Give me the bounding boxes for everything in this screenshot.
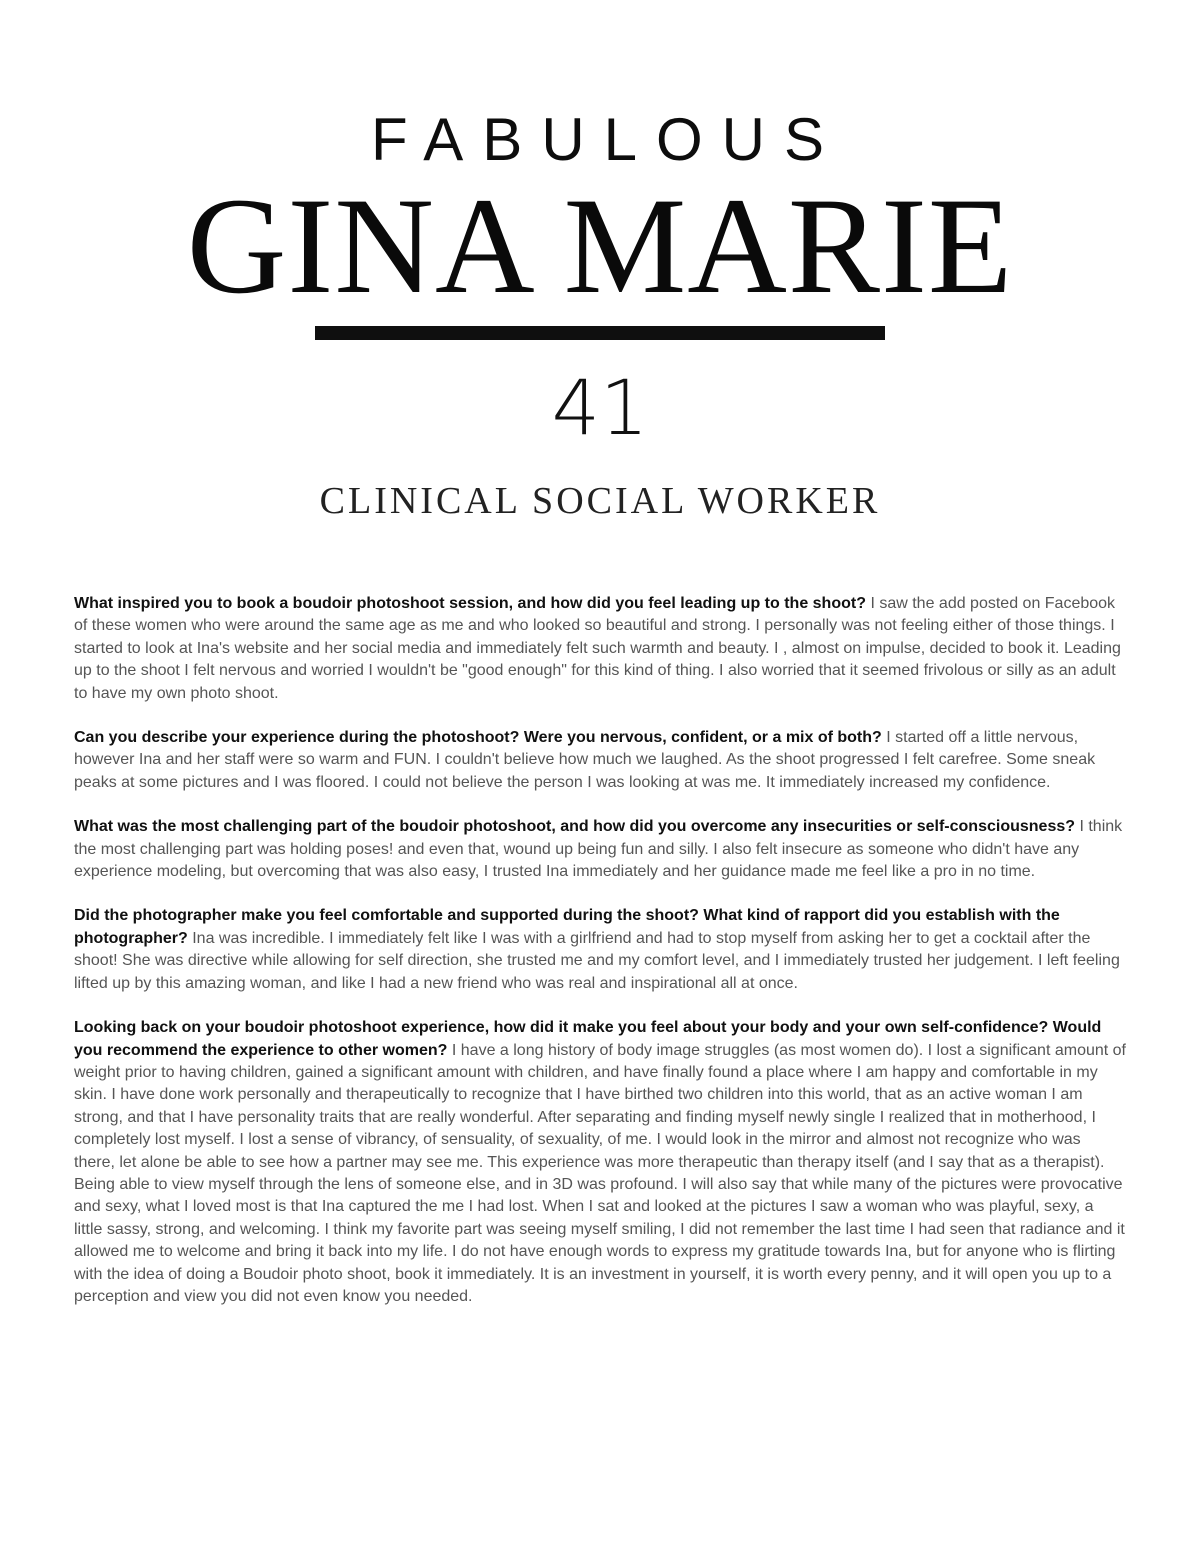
answer-4: Ina was incredible. I immediately felt like I was with a girlfriend and had to stop myself from asking her to get a cocktail after the shoot! She was directive while allowing for self direction, she trusted me and my comfort level, and I immediately trusted her judgement. I left feeling lifted up by this amazing woman, and like I had a new friend who was real and inspirational all at once. [74, 929, 1120, 992]
kicker-heading: FABULOUS [370, 106, 844, 173]
qa-paragraph-1 [74, 593, 1126, 705]
answer-5: I have a long history of body image struggles (as most women do). I lost a significant amount of weight prior to having children, gained a significant amount with children, and have finally found a place where I am happy and comfortable in my skin. I have done work personally and therapeutically to recognize that I have birthed two children into this world, that as an active woman I am strong, and that I have personality traits that are really wonderful. After separating and finding myself newly single I realized that in motherhood, I completely lost myself. I lost a sense of vibrancy, of sensuality, of sexuality, of me. I would look in the mirror and almost not recognize who was there, let alone be able to see how a partner may see me. This experience was more therapeutic than therapy itself (and I say that as a therapist). Being able to view myself through the lens of someone else, and in 3D was profound. I will also say that while many of the pictures were provocative and sexy, what I loved most is that Ina captured the me I had lost. When I sat and looked at the pictures I saw a woman who was playful, sexy, a little sassy, strong, and welcoming. I think my favorite part was seeing myself smiling, I did not remember the last time I had seen that radiance and it allowed me to welcome and bring it back into my life. I do not have enough words to express my gratitude towards Ina, but for anyone who is flirting with the idea of doing a Boudoir photo shoot, book it immediately. It is an investment in yourself, it is worth every penny, and it will open you up to a perception and view you did not even know you needed. [74, 1041, 1126, 1305]
question-1: What inspired you to book a boudoir photoshoot session, and how did you feel leading up to the shoot? [74, 595, 866, 612]
interview-body [74, 593, 1126, 1330]
question-2: Can you describe your experience during the photoshoot? Were you nervous, confident, or a mix of both? [74, 729, 882, 747]
qa-paragraph-3 [74, 816, 1126, 883]
question-3: What was the most challenging part of the boudoir photoshoot, and how did you overcome any insecurities or self-consciousness? [74, 818, 1076, 836]
qa-paragraph-4 [74, 905, 1126, 995]
feature-name-title: GINA MARIE [186, 169, 1014, 322]
question-4: Did the photographer make you feel comfortable and supported during the shoot? What kind of rapport did you establish with the photographer? [74, 907, 1060, 947]
answer-1: I saw the add posted on Facebook of these women who were around the same age as me and who looked so beautiful and strong. I personally was not feeling either of those things. I started to look at Ina's website and her social media and immediately felt such warmth and beauty. I , almost on impulse, decided to book it. Leading up to the shoot I felt nervous and worried I wouldn't be "good enough" for this kind of thing. I also worried that it seemed frivolous or silly as an adult to have my own photo shoot. [74, 595, 1121, 702]
answer-2: I started off a little nervous, however Ina and her staff were so warm and FUN. I couldn't believe how much we laughed. As the shoot progressed I felt carefree. Some sneak peaks at some pictures and I was floored. I could not believe the person I was looking at was me. It immediately increased my confidence. [74, 729, 1096, 791]
qa-paragraph-2 [74, 727, 1126, 794]
qa-paragraph-5 [74, 1017, 1126, 1308]
title-underline-divider [315, 326, 885, 340]
occupation-subtitle: CLINICAL SOCIAL WORKER [319, 480, 881, 522]
age-number: 41 [551, 363, 649, 452]
question-5: Looking back on your boudoir photoshoot experience, how did it make you feel about your body and your own self-confidence? Would you recommend the experience to other women? [74, 1019, 1102, 1059]
answer-3: I think the most challenging part was holding poses! and even that, wound up being fun and silly. I also felt insecure as someone who didn't have any experience modeling, but overcoming that was also easy, I trusted Ina immediately and her guidance made me feel like a pro in no time. [74, 818, 1123, 881]
